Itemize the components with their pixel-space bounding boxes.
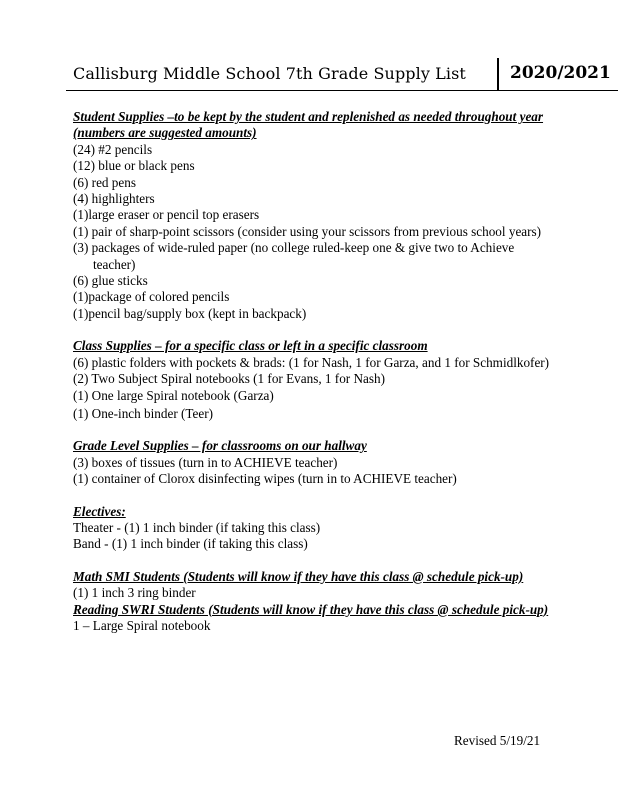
document-title: Callisburg Middle School 7th Grade Supply List — [73, 64, 466, 83]
list-item: Theater - (1) 1 inch binder (if taking this class) — [73, 519, 321, 535]
spacer — [73, 488, 553, 504]
list-item: (3) boxes of tissues (turn in to ACHIEVE teacher) — [73, 454, 338, 470]
list-item: 1 – Large Spiral notebook — [73, 617, 211, 633]
student-supplies-section — [73, 109, 553, 322]
grade-level-supplies-section — [73, 438, 553, 487]
list-item: (1) pair of sharp-point scissors (consider using your scissors from previous school years) — [73, 223, 542, 239]
spacer — [73, 553, 553, 569]
list-item: (1)package of colored pencils — [73, 289, 230, 305]
reading-swri-heading: Reading SWRI Students (Students will know if they have this class @ schedule pick-up) — [73, 601, 549, 617]
list-item: (6) plastic folders with pockets & brads: (1 for Nash, 1 for Garza, and 1 for Schmidlkofer) — [73, 354, 550, 370]
math-smi-heading: Math SMI Students (Students will know if they have this class @ schedule pick-up) — [73, 568, 524, 584]
supply-list — [73, 109, 553, 634]
school-year: 2020/2021 — [510, 63, 611, 83]
list-item: (1) One-inch binder (Teer) — [73, 405, 214, 421]
electives-heading: Electives: — [73, 503, 126, 519]
revised-date: Revised 5/19/21 — [454, 733, 541, 748]
list-item: (1) 1 inch 3 ring binder — [73, 585, 196, 601]
list-item: (1)pencil bag/supply box (kept in backpack) — [73, 305, 307, 321]
list-item: (1) One large Spiral notebook (Garza) — [73, 387, 274, 403]
class-supplies-section — [73, 338, 553, 422]
math-smi-section — [73, 569, 553, 602]
list-item: (1)large eraser or pencil top erasers — [73, 207, 260, 223]
list-item: (6) red pens — [73, 174, 136, 190]
spacer — [73, 322, 553, 338]
list-item: (1) container of Clorox disinfecting wipes (turn in to ACHIEVE teacher) — [73, 471, 457, 487]
document-header — [66, 58, 618, 91]
header-divider — [497, 58, 499, 90]
electives-section — [73, 504, 553, 553]
grade-level-supplies-heading: Grade Level Supplies – for classrooms on our hallway — [73, 438, 367, 454]
reading-swri-section — [73, 602, 553, 635]
list-item: (12) blue or black pens — [73, 158, 195, 174]
student-supplies-heading: Student Supplies –to be kept by the student and replenished as needed throughout year (numbers are suggested amounts) — [73, 109, 544, 141]
list-item: (4) highlighters — [73, 191, 155, 207]
list-item: (3) packages of wide-ruled paper (no college ruled-keep one & give two to Achieve teacher) — [73, 240, 515, 272]
list-item: Band - (1) 1 inch binder (if taking this class) — [73, 536, 308, 552]
list-item: (6) glue sticks — [73, 273, 148, 289]
class-supplies-heading: Class Supplies – for a specific class or left in a specific classroom — [73, 338, 428, 354]
list-item: (2) Two Subject Spiral notebooks (1 for Evans, 1 for Nash) — [73, 371, 385, 387]
list-item: (24) #2 pencils — [73, 141, 153, 157]
spacer — [73, 422, 553, 438]
